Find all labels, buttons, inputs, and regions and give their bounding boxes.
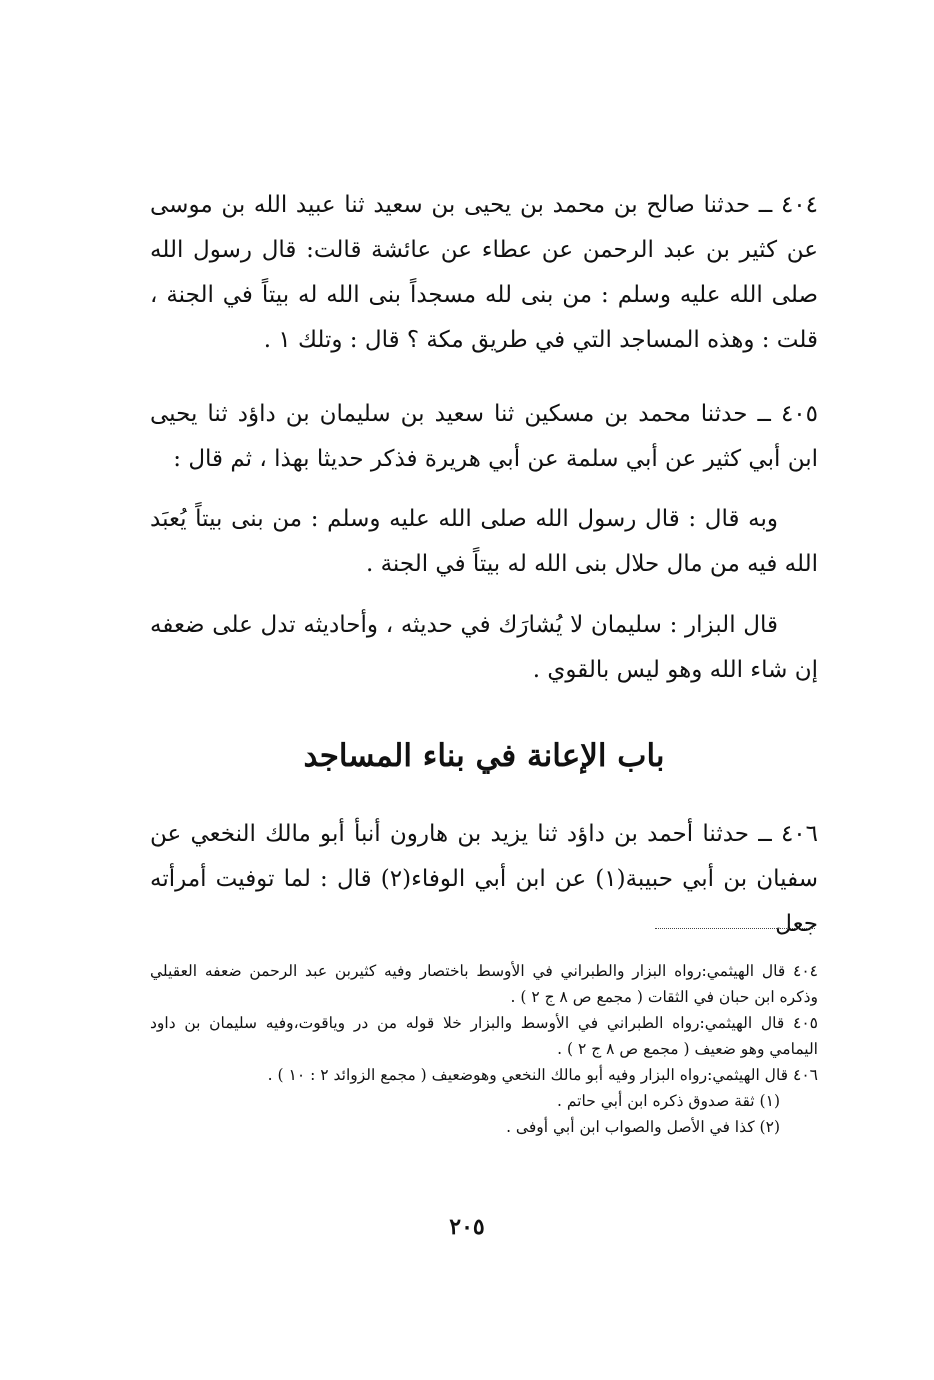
footnotes (150, 958, 818, 1140)
section-title: باب الإعانة في بناء المساجد (303, 738, 665, 774)
bazzar-comment (150, 603, 818, 693)
hadith-404-text: ٤٠٤ ــ حدثنا صالح بن محمد بن يحيى بن سعيد ثنا عبيد الله بن موسى عن كثير بن عبد الرحمن عن عطاء عن عائشة قالت: قال رسول الله صلى الله عليه وسلم : من بنى لله مسجداً بنى الله له بيتاً في الجنة ، قلت : وهذه المساجد التي في طريق مكة ؟ قال : وتلك ١ . (150, 192, 818, 353)
footnote-divider (655, 928, 815, 929)
hadith-405-continuation (150, 497, 818, 587)
footnote-1: (١) ثقة صدوق ذكره ابن أبي حاتم . (557, 1092, 780, 1110)
hadith-405 (150, 392, 818, 482)
page-number: ٢٠٥ (449, 1214, 485, 1240)
footnote-406: ٤٠٦ قال الهيثمي:رواه البزار وفيه أبو مالك النخعي وهوضعيف ( مجمع الزوائد ٢ : ١٠ ) . (267, 1066, 818, 1084)
hadith-406-text: ٤٠٦ ــ حدثنا أحمد بن داؤد ثنا يزيد بن هارون أنبأ أبو مالك النخعي عن سفيان بن أبي حبيبة(١) عن ابن أبي الوفاء(٢) قال : لما توفيت أمرأته جعل (150, 821, 818, 937)
hadith-405-text: ٤٠٥ ــ حدثنا محمد بن مسكين ثنا سعيد بن سليمان بن داؤد ثنا يحيى ابن أبي كثير عن أبي سلمة عن أبي هريرة فذكر حديثا بهذا ، ثم قال : (150, 401, 818, 472)
footnote-404: ٤٠٤ قال الهيثمي:رواه البزار والطبراني في الأوسط باختصار وفيه كثيربن عبد الرحمن ضعفه العقيلي وذكره ابن حبان في الثقات ( مجمع ص ٨ ج ٢ ) . (150, 962, 818, 1006)
footnote-2: (٢) كذا في الأصل والصواب ابن أبي أوفى . (506, 1118, 780, 1136)
hadith-405-text2: وبه قال : قال رسول الله صلى الله عليه وسلم : من بنى بيتاً يُعبَد الله فيه من مال حلال بنى الله له بيتاً في الجنة . (150, 506, 818, 577)
footnote-405: ٤٠٥ قال الهيثمي:رواه الطبراني في الأوسط والبزار خلا قوله من در وياقوت،وفيه سليمان بن داود اليمامي وهو ضعيف ( مجمع ص ٨ ج ٢ ) . (150, 1014, 818, 1058)
hadith-406 (150, 812, 818, 947)
hadith-404 (150, 183, 818, 363)
hadith-405-text3: قال البزار : سليمان لا يُشارَك في حديثه ، وأحاديثه تدل على ضعفه إن شاء الله وهو ليس بالقوي . (150, 612, 818, 683)
